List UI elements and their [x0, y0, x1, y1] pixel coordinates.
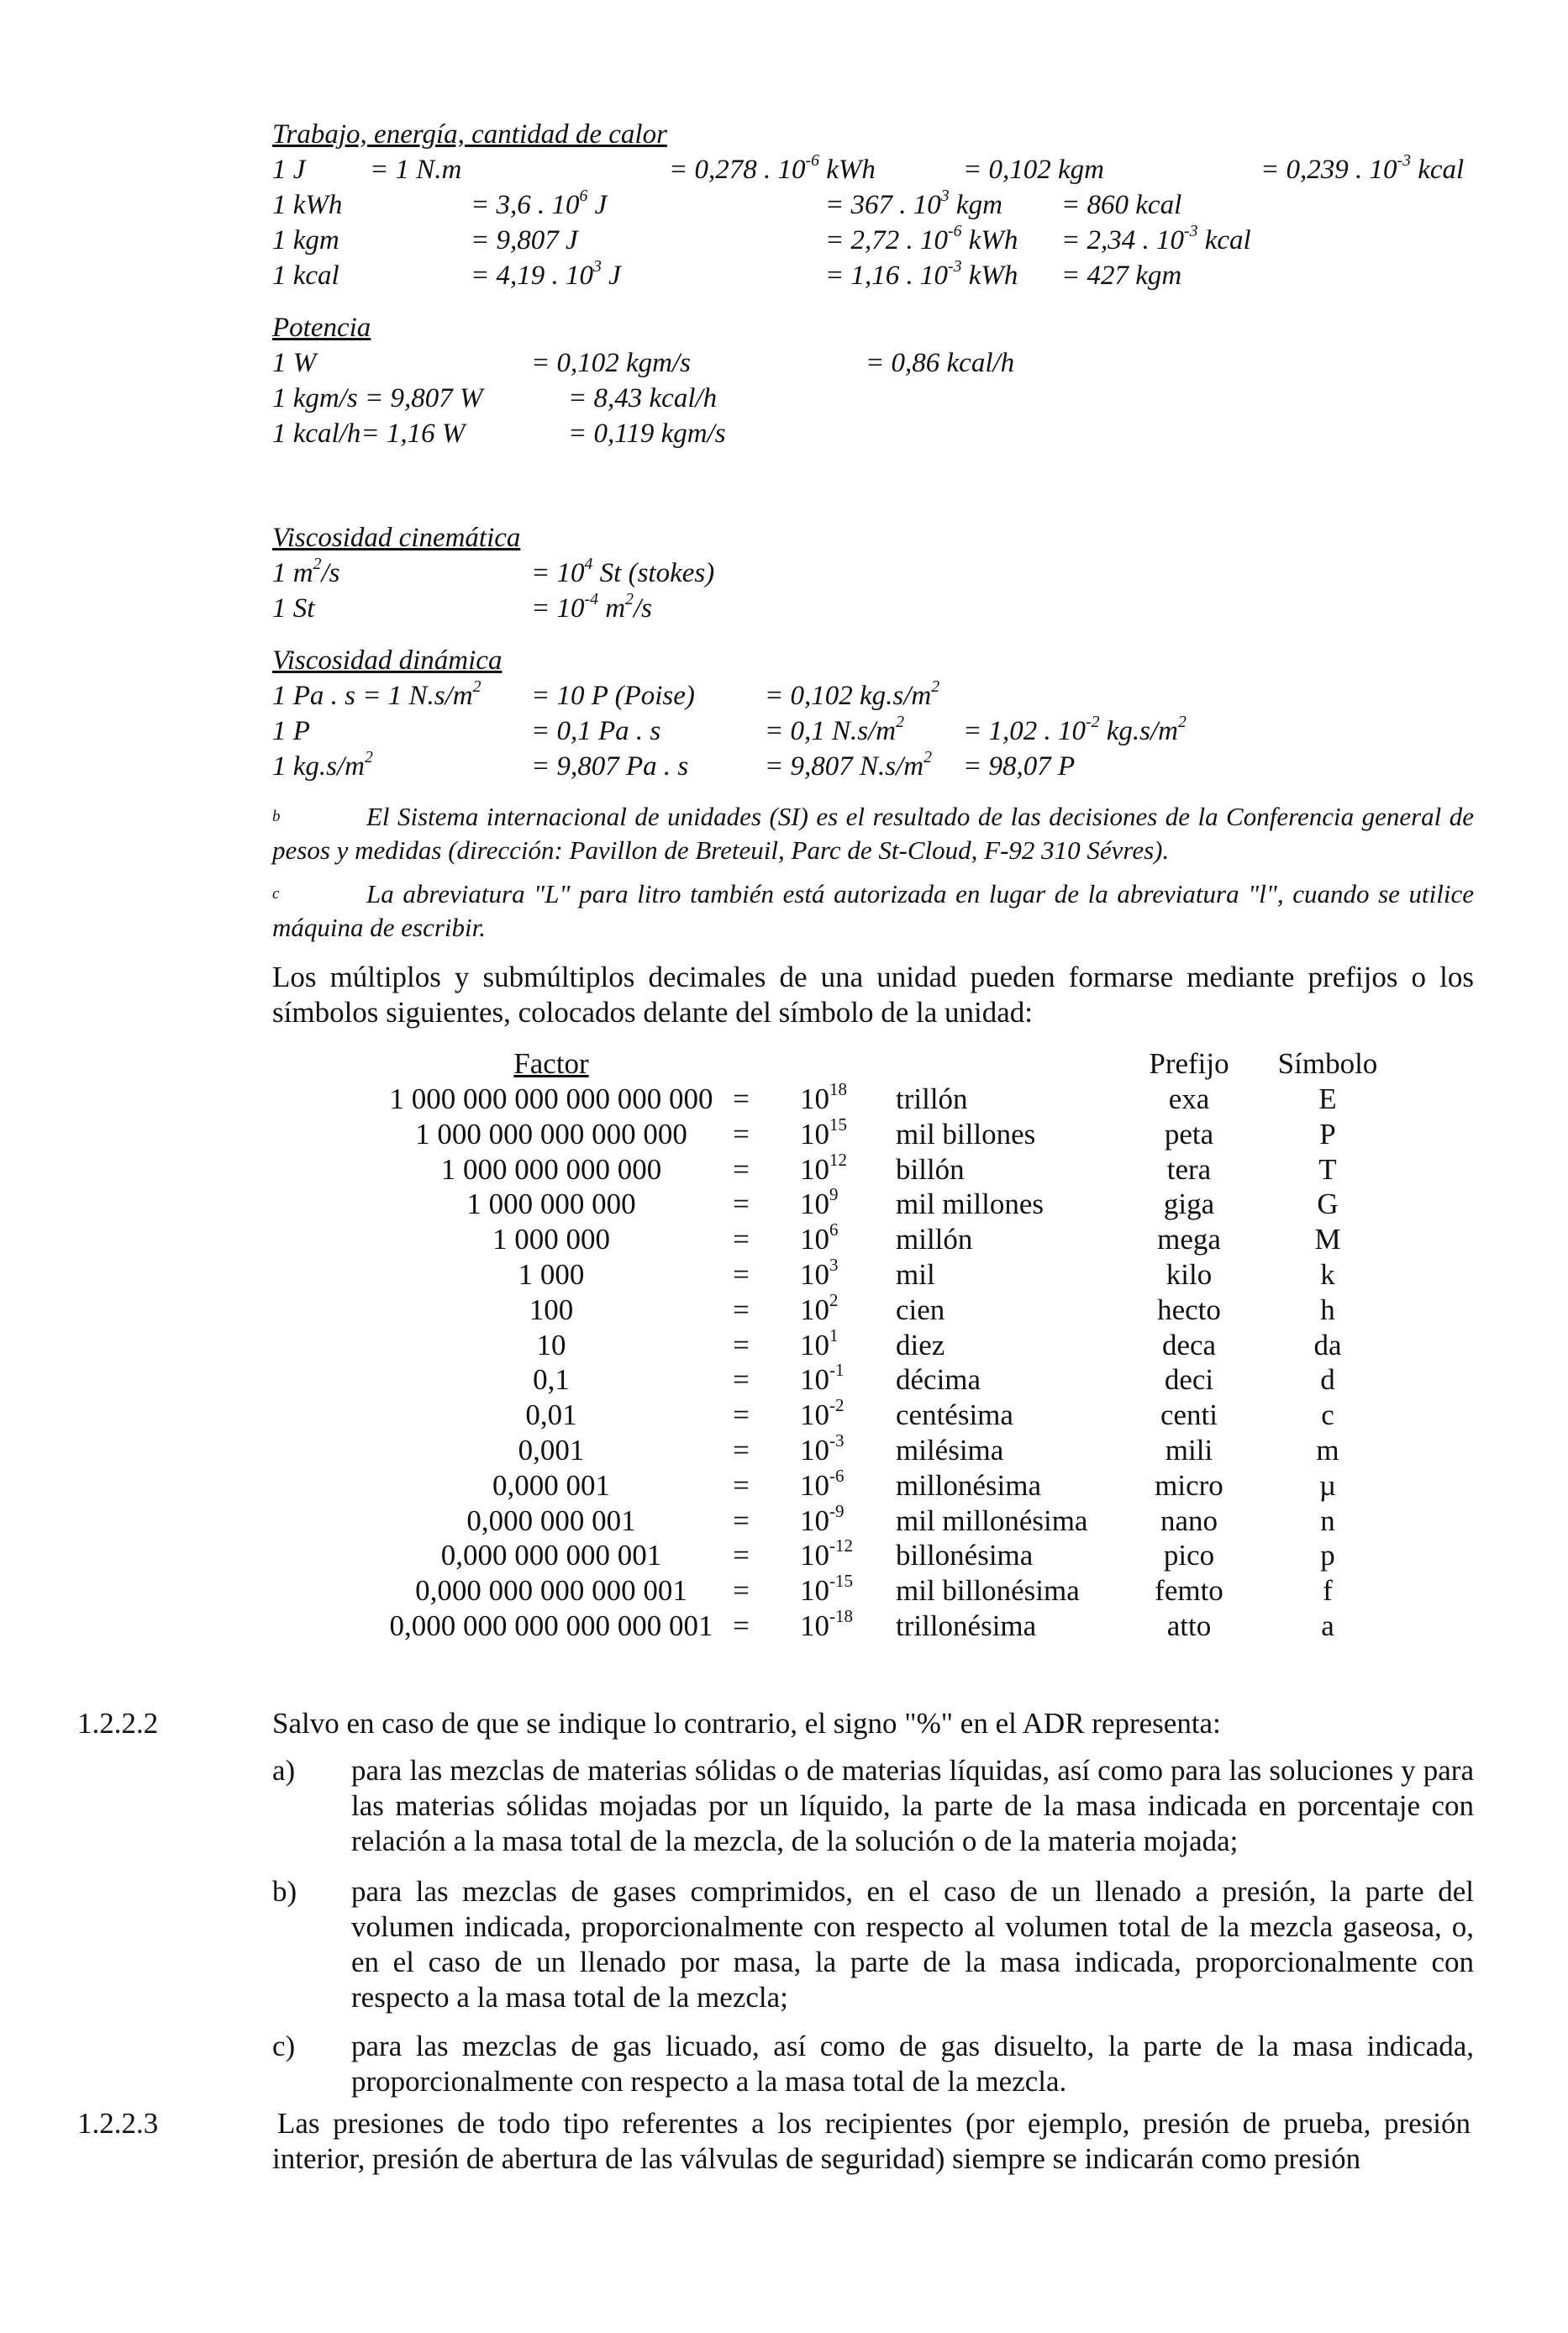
section-text: Salvo en caso de que se indique lo contrario, el signo "%" en el ADR representa: [272, 1707, 1221, 1740]
prefix-cell: femto [1155, 1574, 1223, 1607]
symbol-cell: P [1319, 1118, 1336, 1151]
power-base: 10 [800, 1258, 829, 1291]
factor-cell: 0,001 [518, 1434, 585, 1467]
power-base: 10 [800, 1329, 829, 1361]
prefix-cell: deci [1164, 1363, 1214, 1396]
symbol-cell: k [1320, 1258, 1335, 1291]
kinematic-row-lhs: 1 $m^2/s$ [272, 555, 340, 588]
dynamic-row-value: = 9,807 $N.s/m^2$ [765, 748, 933, 782]
section-number: 1.2.2.3 [77, 2107, 159, 2140]
section-number: 1.2.2.2 [77, 1707, 159, 1740]
item-label: b) [272, 1875, 297, 1908]
power-base: 10 [800, 1434, 829, 1467]
power-exponent: 15 [829, 1114, 847, 1135]
energy-row-value: = 3,6 . $10^6$ J [471, 187, 608, 220]
power-exponent: 3 [829, 1255, 839, 1276]
energy-row-value: = 1,16 . $10^{-3}$ kWh [825, 257, 1018, 291]
number-name-cell: mil millones [896, 1188, 1044, 1220]
symbol-cell: a [1321, 1609, 1334, 1642]
power-exponent: -3 [829, 1430, 845, 1451]
prefix-cell: exa [1168, 1082, 1210, 1115]
dynamic-row-value: = 0,102 $kg.s/m^2$ [765, 677, 940, 711]
prefix-cell: peta [1164, 1118, 1214, 1151]
factor-cell: 0,000 000 001 [466, 1504, 636, 1537]
col-header-factor: Factor [513, 1047, 589, 1080]
energy-row-lhs: 1 kgm [272, 225, 339, 255]
energy-row-value: = 0,239 . $10^{-3}$ kcal [1260, 151, 1465, 185]
item-label: c) [272, 2030, 296, 2062]
power-cell [800, 1219, 839, 1257]
energy-row-value: = 2,34 . $10^{-3}$ kcal [1061, 222, 1251, 255]
prefix-cell: mili [1165, 1434, 1213, 1467]
power-cell [800, 1257, 839, 1293]
prefix-cell: atto [1166, 1609, 1212, 1642]
energy-row-value: = 1 N.m [370, 155, 462, 185]
power-exponent: 9 [829, 1184, 839, 1205]
power-exponent: 6 [829, 1219, 839, 1240]
factor-cell: 0,000 000 000 000 000 001 [389, 1609, 713, 1642]
number-name-cell: millonésima [896, 1469, 1042, 1502]
footnote-b-text: El Sistema internacional de unidades (SI) es el resultado de las decisiones de la Conferencia general de pesos y medidas (dirección: Pavillon de Breteuil, Parc de St-Cloud, F-92 310 Sévres). [272, 802, 1474, 865]
number-name-cell: mil billonésima [896, 1574, 1080, 1607]
power-base: 10 [800, 1153, 829, 1186]
power-base: 10 [800, 1223, 829, 1256]
equals-sign: = [733, 1223, 750, 1256]
kinematic-row-value: = $10^{-4}$ $m^2/s$ [531, 590, 653, 624]
number-name-cell: milésima [896, 1434, 1004, 1467]
factor-cell: 0,000 000 000 001 [440, 1539, 662, 1572]
symbol-cell: T [1318, 1153, 1337, 1186]
symbol-cell: d [1320, 1363, 1335, 1396]
number-name-cell: billón [896, 1153, 965, 1186]
equals-sign: = [733, 1188, 750, 1220]
power-cell [800, 1152, 847, 1188]
power-exponent: -6 [829, 1466, 845, 1487]
power-exponent: -2 [829, 1395, 845, 1416]
power-cell [800, 1114, 847, 1152]
dynamic-row-lhs: 1 Pa . s = 1 $N.s/m^2$ [272, 677, 481, 711]
power-exponent: -12 [829, 1535, 853, 1556]
prefix-intro: Los múltiplos y submúltiplos decimales de una unidad pueden formarse mediante prefijos o los símbolos siguientes, colocados delante del símbolo de la unidad: [272, 961, 1474, 1029]
equals-sign: = [733, 1469, 750, 1502]
power-base: 10 [800, 1504, 829, 1537]
equals-sign: = [733, 1329, 750, 1361]
number-name-cell: mil millonésima [896, 1504, 1088, 1537]
dynamic-row-value: = 0,1 Pa . s [531, 716, 661, 746]
dynamic-row-value: = 10 P (Poise) [531, 681, 695, 711]
prefix-cell: tera [1166, 1153, 1212, 1186]
power-exponent: -18 [829, 1606, 853, 1627]
energy-row-value: = 367 . $10^3$ kgm [825, 187, 1002, 220]
power-row-value: = 8,43 kcal/h [568, 383, 718, 413]
kinematic-row-value: = $10^4$ St (stokes) [531, 555, 715, 588]
symbol-cell: n [1320, 1504, 1335, 1537]
power-row-lhs: 1 kgm/s = 9,807 W [272, 383, 483, 413]
item-text: para las mezclas de gases comprimidos, en el caso de un llenado a presión, la parte del volumen indicada, proporcionalmente con respecto al volumen total de la mezcla gaseosa, o, en el caso de un llenado por masa, la parte de la masa indicada, proporcionalmente con respecto a la masa total de la mezcla; [351, 1875, 1474, 2014]
power-cell [800, 1535, 853, 1573]
prefix-cell: centi [1160, 1398, 1218, 1431]
number-name-cell: diez [896, 1329, 945, 1361]
power-cell [800, 1468, 845, 1504]
symbol-cell: µ [1318, 1469, 1337, 1502]
dynamic-row-value: = 1,02 . $10^{-2}$ $kg.s/m^2$ [963, 713, 1187, 746]
prefix-cell: deca [1161, 1329, 1217, 1361]
equals-sign: = [733, 1153, 750, 1186]
symbol-cell: da [1313, 1329, 1342, 1361]
kinematic-row-lhs: 1 St [272, 593, 315, 624]
prefix-cell: micro [1155, 1469, 1223, 1502]
factor-cell: 0,000 001 [492, 1469, 610, 1502]
power-cell [800, 1573, 853, 1609]
factor-cell: 1 000 [518, 1258, 585, 1291]
prefix-cell: giga [1163, 1188, 1215, 1220]
power-exponent: 18 [829, 1079, 847, 1100]
power-exponent: 12 [829, 1150, 847, 1171]
power-cell [800, 1362, 845, 1398]
section-text: Las presiones de todo tipo referentes a los recipientes (por ejemplo, presión de prueba, presión interior, presión de abertura de las válvulas de seguridad) siempre se indicarán como presión [272, 2107, 1471, 2175]
number-name-cell: trillón [896, 1082, 968, 1115]
power-base: 10 [800, 1469, 829, 1502]
equals-sign: = [733, 1539, 750, 1572]
equals-sign: = [733, 1504, 750, 1537]
dynamic-row-value: = 0,1 $N.s/m^2$ [765, 713, 905, 746]
prefix-cell: hecto [1157, 1293, 1221, 1326]
dynamic-row-value: = 9,807 Pa . s [531, 751, 689, 782]
prefix-cell: pico [1163, 1539, 1215, 1572]
dynamic-row-value: = 98,07 P [963, 751, 1076, 782]
equals-sign: = [733, 1363, 750, 1396]
symbol-cell: E [1318, 1082, 1337, 1115]
energy-row-value: = 860 kcal [1061, 190, 1182, 220]
energy-row-value: = 0,278 . $10^{-6}$ kWh [669, 151, 876, 185]
dynamic-heading: Viscosidad dinámica [272, 645, 502, 676]
power-exponent: 2 [829, 1290, 839, 1311]
number-name-cell: mil [896, 1258, 935, 1291]
energy-row-value: = 427 kgm [1061, 261, 1182, 291]
power-row-value: = 0,102 kgm/s [531, 348, 692, 378]
power-base: 10 [800, 1118, 829, 1151]
equals-sign: = [733, 1609, 750, 1642]
energy-row-value: = 0,102 kgm [963, 155, 1104, 185]
number-name-cell: trillonésima [896, 1609, 1037, 1642]
symbol-cell: M [1314, 1223, 1341, 1256]
symbol-cell: m [1316, 1434, 1339, 1467]
power-heading: Potencia [272, 313, 371, 343]
kinematic-heading: Viscosidad cinemática [272, 523, 521, 553]
power-cell [800, 1395, 845, 1433]
power-cell [800, 1501, 845, 1539]
equals-sign: = [733, 1574, 750, 1607]
equals-sign: = [733, 1398, 750, 1431]
col-header-symbol: Símbolo [1277, 1047, 1378, 1080]
factor-cell: 1 000 000 000 000 000 000 [389, 1082, 713, 1115]
footnote-b-marker: b [272, 808, 281, 825]
factor-cell: 10 [536, 1329, 566, 1361]
energy-row-value: = 2,72 . $10^{-6}$ kWh [825, 222, 1018, 255]
power-cell [800, 1184, 839, 1222]
symbol-cell: c [1321, 1398, 1334, 1431]
energy-row-value: = 9,807 J [471, 225, 578, 255]
power-exponent: -9 [829, 1501, 845, 1522]
energy-row-lhs: 1 J [272, 155, 306, 185]
power-row-value: = 0,119 kgm/s [568, 419, 726, 449]
item-label: a) [272, 1754, 296, 1787]
prefix-cell: nano [1160, 1504, 1218, 1537]
power-row-lhs: 1 kcal/h= 1,16 W [272, 419, 466, 449]
power-base: 10 [800, 1539, 829, 1572]
factor-cell: 1 000 000 000 000 [440, 1153, 662, 1186]
dynamic-row-lhs: 1 $kg.s/m^2$ [272, 748, 373, 782]
power-base: 10 [800, 1398, 829, 1431]
power-base: 10 [800, 1082, 829, 1115]
number-name-cell: millón [896, 1223, 973, 1256]
equals-sign: = [733, 1258, 750, 1291]
col-header-prefix: Prefijo [1149, 1047, 1229, 1080]
power-cell [800, 1290, 839, 1328]
item-text: para las mezclas de gas licuado, así como de gas disuelto, la parte de la masa indicada, proporcionalmente con respecto a la masa total de la mezcla. [351, 2030, 1474, 2098]
power-base: 10 [800, 1574, 829, 1607]
number-name-cell: billonésima [896, 1539, 1034, 1572]
equals-sign: = [733, 1082, 750, 1115]
power-cell [800, 1430, 845, 1468]
factor-cell: 1 000 000 [492, 1223, 610, 1256]
equals-sign: = [733, 1434, 750, 1467]
factor-cell: 0,000 000 000 000 001 [415, 1574, 687, 1607]
factor-cell: 0,01 [525, 1398, 577, 1431]
factor-cell: 1 000 000 000 [466, 1188, 636, 1220]
footnote-c-marker: c [272, 885, 280, 903]
factor-cell: 1 000 000 000 000 000 [415, 1118, 687, 1151]
power-base: 10 [800, 1609, 829, 1642]
power-base: 10 [800, 1293, 829, 1326]
symbol-cell: p [1320, 1539, 1335, 1572]
prefix-cell: mega [1157, 1223, 1221, 1256]
power-base: 10 [800, 1363, 829, 1396]
power-cell [800, 1325, 839, 1363]
dynamic-row-lhs: 1 P [272, 716, 310, 746]
power-exponent: 1 [829, 1325, 839, 1346]
energy-heading: Trabajo, energía, cantidad de calor [272, 119, 667, 150]
power-exponent: -15 [829, 1571, 853, 1592]
prefix-cell: kilo [1165, 1258, 1213, 1291]
factor-cell: 100 [529, 1293, 574, 1326]
symbol-cell: h [1320, 1293, 1335, 1326]
symbol-cell: f [1323, 1574, 1333, 1607]
number-name-cell: centésima [896, 1398, 1013, 1431]
number-name-cell: cien [896, 1293, 945, 1326]
item-text: para las mezclas de materias sólidas o de materias líquidas, así como para las soluciones y para las materias sólidas mojadas por un líquido, la parte de la masa indicada en porcentaje con relación a la masa total de la mezcla, de la solución o de la materia mojada; [351, 1754, 1474, 1857]
power-base: 10 [800, 1188, 829, 1220]
energy-row-lhs: 1 kcal [272, 261, 339, 291]
power-row-value: = 0,86 kcal/h [866, 348, 1015, 378]
power-row-lhs: 1 W [272, 348, 317, 378]
number-name-cell: décima [896, 1363, 981, 1396]
power-cell [800, 1606, 853, 1644]
power-cell [800, 1079, 847, 1117]
footnote-c-text: La abreviatura "L" para litro también está autorizada en lugar de la abreviatura "l", cuando se utilice máquina de escribir. [272, 879, 1474, 942]
symbol-cell: G [1317, 1188, 1339, 1220]
number-name-cell: mil billones [896, 1118, 1036, 1151]
power-exponent: -1 [829, 1360, 845, 1381]
energy-row-value: = 4,19 . $10^3$ J [471, 257, 621, 291]
equals-sign: = [733, 1118, 750, 1151]
equals-sign: = [733, 1293, 750, 1326]
energy-row-lhs: 1 kWh [272, 190, 343, 220]
factor-cell: 0,1 [533, 1363, 570, 1396]
